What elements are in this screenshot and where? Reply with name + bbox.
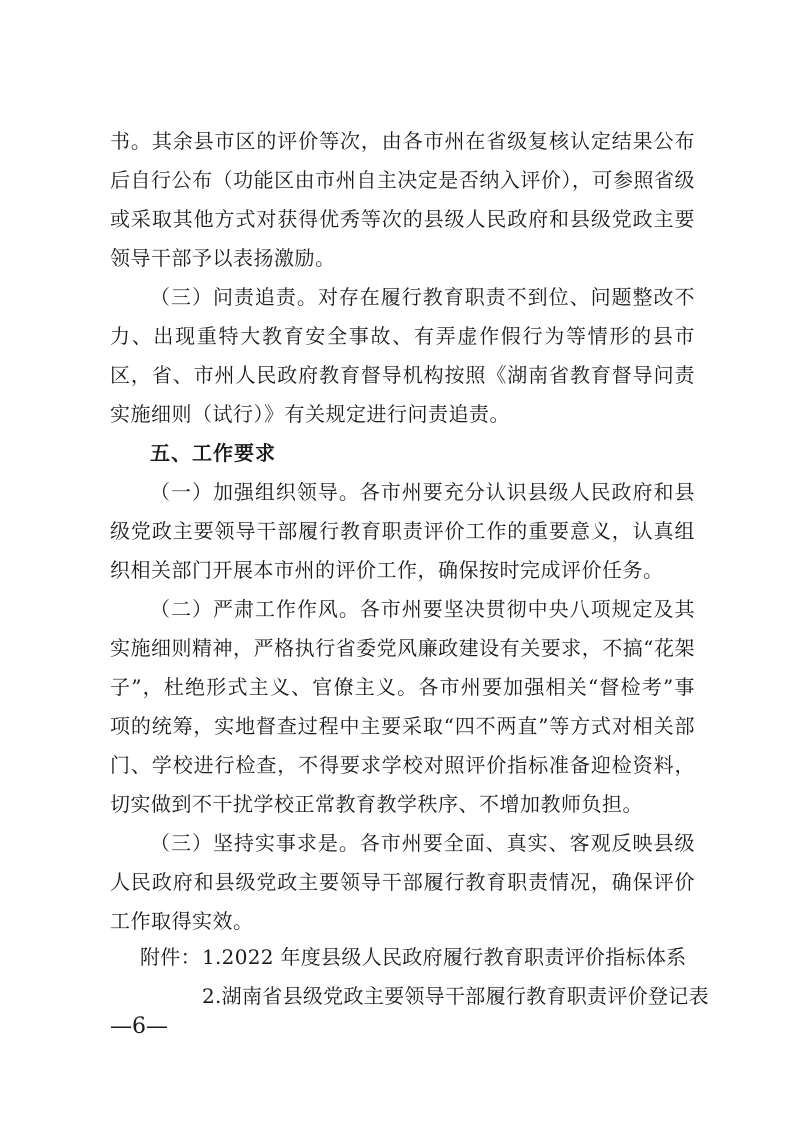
paragraph-seek-truth: （三）坚持实事求是。各市州要全面、真实、客观反映县级人民政府和县级党政主要领导干部履行教育职责情况，确保评价工作取得实效。 bbox=[110, 831, 695, 933]
attachments-label: 附件： bbox=[140, 945, 201, 969]
section-heading-work-requirements: 五、工作要求 bbox=[150, 441, 276, 465]
document-body bbox=[110, 122, 695, 941]
page-number: —6— bbox=[110, 1014, 168, 1039]
paragraph-work-style: （二）严肃工作作风。各市州要坚决贯彻中央八项规定及其实施细则精神，严格执行省委党风廉政建设有关要求，不搞“花架子”，杜绝形式主义、官僚主义。各市州要加强相关“督检考”事项的统筹，实地督查过程中主要采取“四不两直”等方式对相关部门、学校进行检查，不得要求学校对照评价指标准备迎检资料，切实做到不干扰学校正常教育教学秩序、不增加教师负担。 bbox=[110, 597, 695, 816]
attachment-item-2: 2.湖南省县级党政主要领导干部履行教育职责评价登记表 bbox=[202, 984, 709, 1008]
paragraph-continuation: 书。其余县市区的评价等次，由各市州在省级复核认定结果公布后自行公布（功能区由市州自主决定是否纳入评价），可参照省级或采取其他方式对获得优秀等次的县级人民政府和县级党政主要领导干部予以表扬激励。 bbox=[110, 129, 695, 270]
paragraph-accountability: （三）问责追责。对存在履行教育职责不到位、问题整改不力、出现重特大教育安全事故、有弄虚作假行为等情形的县市区，省、市州人民政府教育督导机构按照《湖南省教育督导问责实施细则（试行）》有关规定进行问责追责。 bbox=[110, 285, 695, 426]
attachment-item-1: 1.2022 年度县级人民政府履行教育职责评价指标体系 bbox=[202, 945, 687, 969]
attachments-block bbox=[140, 938, 709, 1016]
paragraph-leadership: （一）加强组织领导。各市州要充分认识县级人民政府和县级党政主要领导干部履行教育职责评价工作的重要意义，认真组织相关部门开展本市州的评价工作，确保按时完成评价任务。 bbox=[110, 480, 695, 582]
attachment-row bbox=[140, 938, 700, 977]
attachment-row bbox=[140, 977, 709, 1016]
